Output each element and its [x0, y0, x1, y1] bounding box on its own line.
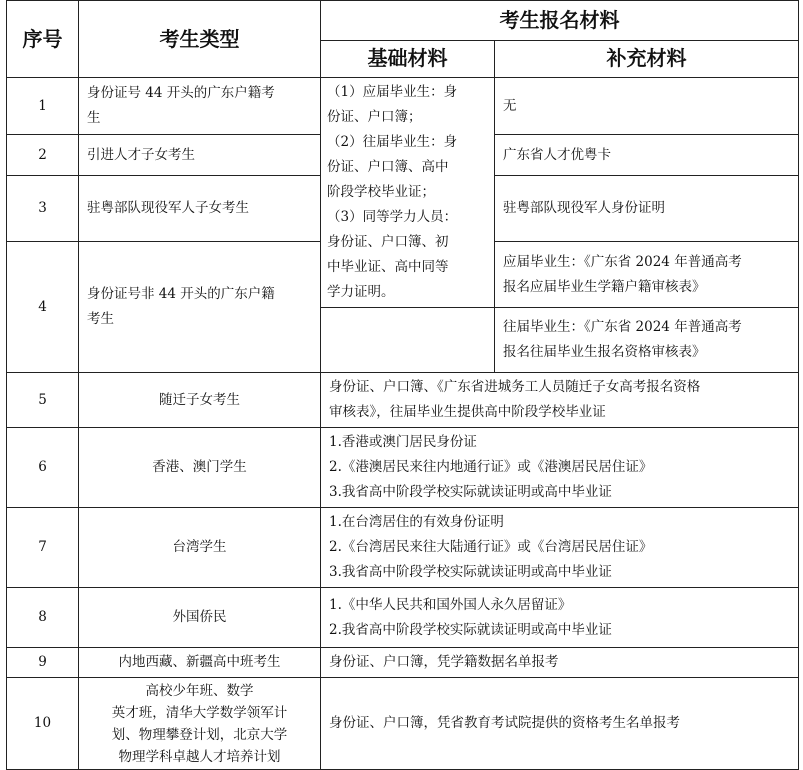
candidate-type-line: 考生 [87, 311, 114, 327]
basic-line: 学力证明。 [327, 284, 395, 300]
extra-materials: 无 [495, 78, 799, 135]
materials-line: 3.我省高中阶段学校实际就读证明或高中毕业证 [329, 484, 612, 500]
extra-line: 报名往届毕业生报名资格审核表》 [503, 344, 706, 360]
basic-line: 中毕业证、高中同等 [327, 259, 449, 275]
row-number: 5 [7, 373, 79, 428]
materials-line: 2.《台湾居民来往大陆通行证》或《台湾居民居住证》 [329, 539, 653, 555]
basic-line: （2）往届毕业生：身 [327, 134, 458, 150]
extra-materials: 广东省人才优粤卡 [495, 135, 799, 176]
basic-materials-continued [321, 308, 495, 373]
registration-materials-table [6, 0, 799, 770]
basic-line: 阶段学校毕业证； [327, 184, 435, 200]
candidate-type-line: 生 [87, 110, 101, 126]
extra-materials-past-graduates [495, 308, 799, 373]
row-number: 1 [7, 78, 79, 135]
basic-line: 份证、户口簿； [327, 109, 422, 125]
row-number: 10 [7, 678, 79, 770]
candidate-type: 外国侨民 [79, 588, 321, 648]
materials-line: 1.《中华人民共和国外国人永久居留证》 [329, 596, 572, 613]
materials-merged: 身份证、户口簿，凭省教育考试院提供的资格考生名单报考 [321, 678, 799, 770]
table-row [7, 78, 799, 135]
table-row [7, 373, 799, 428]
basic-line: （3）同等学力人员： [327, 209, 458, 225]
header-type: 考生类型 [79, 1, 321, 78]
materials-line: 审核表》，往届毕业生提供高中阶段学校毕业证 [329, 404, 606, 420]
materials-line: 2.《港澳居民来往内地通行证》或《港澳居民居住证》 [329, 459, 653, 475]
extra-line: 往届毕业生：《广东省 2024 年普通高考 [503, 319, 742, 335]
materials-merged [321, 373, 799, 428]
registration-table-wrapper [6, 0, 798, 770]
basic-line: 身份证、户口簿、初 [327, 234, 449, 250]
materials-merged [321, 588, 799, 648]
row-number: 6 [7, 428, 79, 508]
candidate-type: 驻粤部队现役军人子女考生 [79, 176, 321, 242]
extra-materials-current-graduates [495, 242, 799, 308]
candidate-type [79, 242, 321, 373]
candidate-type: 引进人才子女考生 [79, 135, 321, 176]
basic-line: （1）应届毕业生：身 [327, 84, 458, 100]
candidate-type-line: 物理学科卓越人才培养计划 [118, 748, 281, 765]
basic-line: 份证、户口簿、高中 [327, 159, 449, 175]
extra-materials: 驻粤部队现役军人身份证明 [495, 176, 799, 242]
candidate-type: 台湾学生 [79, 508, 321, 588]
extra-line: 报名应届毕业生学籍户籍审核表》 [503, 278, 706, 295]
header-basic: 基础材料 [321, 40, 495, 77]
table-row [7, 648, 799, 678]
basic-materials-shared [321, 78, 495, 308]
row-number: 8 [7, 588, 79, 648]
candidate-type-line: 划、物理攀登计划，北京大学 [111, 726, 288, 743]
row-number: 4 [7, 242, 79, 373]
candidate-type-line: 身份证号非 44 开头的广东户籍 [87, 286, 275, 302]
table-row [7, 428, 799, 508]
header-extra: 补充材料 [495, 40, 799, 77]
row-number: 3 [7, 176, 79, 242]
candidate-type: 香港、澳门学生 [79, 428, 321, 508]
candidate-type: 内地西藏、新疆高中班考生 [79, 648, 321, 678]
candidate-type: 随迁子女考生 [79, 373, 321, 428]
materials-line: 1.香港或澳门居民身份证 [329, 434, 477, 450]
candidate-type-line: 高校少年班、数学 [145, 682, 254, 699]
header-materials: 考生报名材料 [321, 1, 799, 41]
materials-line: 3.我省高中阶段学校实际就读证明或高中毕业证 [329, 564, 612, 580]
row-number: 9 [7, 648, 79, 678]
materials-merged [321, 428, 799, 508]
materials-merged: 身份证、户口簿，凭学籍数据名单报考 [321, 648, 799, 678]
candidate-type-line: 英才班，清华大学数学领军计 [111, 704, 288, 721]
extra-line: 应届毕业生：《广东省 2024 年普通高考 [503, 253, 742, 270]
table-row [7, 678, 799, 770]
table-row [7, 508, 799, 588]
row-number: 7 [7, 508, 79, 588]
candidate-type [79, 78, 321, 135]
materials-line: 2.我省高中阶段学校实际就读证明或高中毕业证 [329, 621, 612, 638]
materials-line: 1.在台湾居住的有效身份证明 [329, 514, 504, 530]
table-row [7, 588, 799, 648]
candidate-type [79, 678, 321, 770]
candidate-type-line: 身份证号 44 开头的广东户籍考 [87, 85, 275, 101]
row-number: 2 [7, 135, 79, 176]
header-no: 序号 [7, 1, 79, 78]
materials-merged [321, 508, 799, 588]
materials-line: 身份证、户口簿、《广东省进城务工人员随迁子女高考报名资格 [329, 379, 701, 395]
